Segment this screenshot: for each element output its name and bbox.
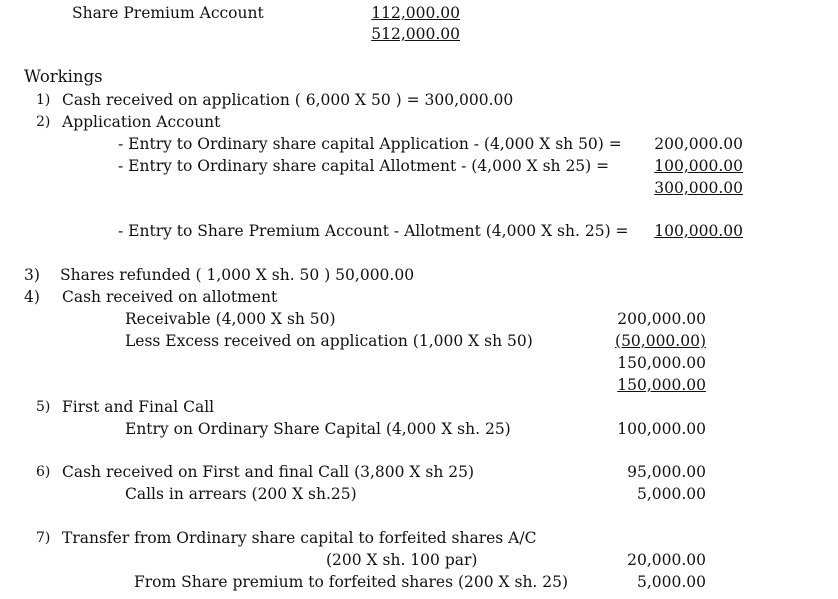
item-5-number: 5) [36,399,51,415]
item-2-text: Application Account [62,113,221,131]
item-2-line-2-amount: 100,000.00 [654,157,743,175]
item-1-number: 1) [36,92,51,108]
item-4-line-2-amount: (50,000.00) [615,332,706,350]
item-5-line-1-amount: 100,000.00 [617,420,706,438]
item-6-line-1-amount: 5,000.00 [636,485,706,503]
item-4-text: Cash received on allotment [62,288,278,306]
item-2-line-2-text: - Entry to Ordinary share capital Allotment - (4,000 X sh 25) = [118,157,610,175]
item-6-amount: 95,000.00 [627,463,706,481]
item-2-subtotal-amount: 300,000.00 [654,179,743,197]
item-5-line-1-text: Entry on Ordinary Share Capital (4,000 X sh. 25) [125,420,511,438]
item-7-line-1-text: (200 X sh. 100 par) [326,551,478,569]
item-4-net-amount: 150,000.00 [617,354,706,372]
share-premium-amount: 112,000.00 [371,4,460,22]
item-6-line-1-text: Calls in arrears (200 X sh.25) [125,485,357,503]
total-amount: 512,000.00 [371,25,460,43]
workings-title: Workings [24,67,103,86]
item-4-total-amount: 150,000.00 [617,376,706,394]
item-2-line-1-amount: 200,000.00 [654,135,743,153]
item-4-line-2-text: Less Excess received on application (1,000 X sh 50) [125,332,533,350]
item-7-line-1-amount: 20,000.00 [627,551,706,569]
item-4-line-1-text: Receivable (4,000 X sh 50) [125,310,336,328]
item-7-text: Transfer from Ordinary share capital to forfeited shares A/C [62,529,537,547]
item-2-number: 2) [36,114,51,130]
share-premium-label: Share Premium Account [72,4,264,22]
item-3-number: 3) [24,266,40,284]
item-5-text: First and Final Call [62,398,215,416]
item-4-line-1-amount: 200,000.00 [617,310,706,328]
item-3-text: Shares refunded ( 1,000 X sh. 50 ) 50,000.00 [60,266,415,284]
item-2-line-1-text: - Entry to Ordinary share capital Application - (4,000 X sh 50) = [118,135,622,153]
item-1-text: Cash received on application ( 6,000 X 50 ) = 300,000.00 [62,91,514,109]
item-7-line-2-amount: 5,000.00 [636,573,706,591]
item-6-number: 6) [36,464,51,480]
item-7-number: 7) [36,530,51,546]
item-6-text: Cash received on First and final Call (3,800 X sh 25) [62,463,475,481]
item-2-line-4-text: - Entry to Share Premium Account - Allotment (4,000 X sh. 25) = [118,222,629,240]
item-7-line-2-text: From Share premium to forfeited shares (200 X sh. 25) [134,573,569,591]
item-4-number: 4) [24,288,40,306]
item-2-line-4-amount: 100,000.00 [654,222,743,240]
